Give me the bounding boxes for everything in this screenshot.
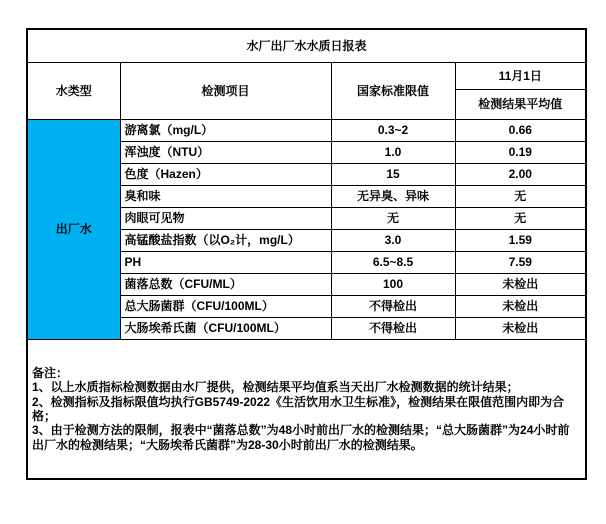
header-row-1 xyxy=(27,63,586,90)
standard-limit-cell: 100 xyxy=(331,274,455,296)
table-row xyxy=(27,120,586,142)
standard-limit-cell: 无异臭、异味 xyxy=(331,186,455,208)
result-cell: 未检出 xyxy=(455,296,586,318)
header-water-type: 水类型 xyxy=(27,63,120,120)
report-container xyxy=(26,28,585,480)
note-line: 2、检测指标及指标限值均执行GB5749-2022《生活饮用水卫生标准》，检测结果在限值范围内即为合格； xyxy=(32,394,565,423)
test-item-cell: 色度（Hazen） xyxy=(120,164,331,186)
notes-row xyxy=(27,340,586,480)
result-cell: 无 xyxy=(455,186,586,208)
header-national-standard-limit: 国家标准限值 xyxy=(331,63,455,120)
test-item-cell: PH xyxy=(120,252,331,274)
title-row xyxy=(27,29,586,63)
note-line: 3、由于检测方法的限制，报表中“菌落总数”为48小时前出厂水的检测结果；“总大肠菌群”为24小时前出厂水的检测结果；“大肠埃希氏菌群”为28-30小时前出厂水的检测结果。 xyxy=(32,423,570,452)
standard-limit-cell: 0.3~2 xyxy=(331,120,455,142)
report-title: 水厂出厂水水质日报表 xyxy=(27,29,586,63)
header-test-item: 检测项目 xyxy=(120,63,331,120)
standard-limit-cell: 3.0 xyxy=(331,230,455,252)
test-item-cell: 游离氯（mg/L） xyxy=(120,120,331,142)
result-cell: 0.19 xyxy=(455,142,586,164)
result-cell: 2.00 xyxy=(455,164,586,186)
test-item-cell: 肉眼可见物 xyxy=(120,208,331,230)
header-date: 11月1日 xyxy=(455,63,586,90)
standard-limit-cell: 不得检出 xyxy=(331,296,455,318)
test-item-cell: 大肠埃希氏菌（CFU/100ML） xyxy=(120,318,331,340)
header-result-average: 检测结果平均值 xyxy=(455,90,586,120)
test-item-cell: 总大肠菌群（CFU/100ML） xyxy=(120,296,331,318)
test-item-cell: 菌落总数（CFU/ML） xyxy=(120,274,331,296)
water-quality-report-table xyxy=(26,28,587,480)
test-item-cell: 臭和味 xyxy=(120,186,331,208)
standard-limit-cell: 6.5~8.5 xyxy=(331,252,455,274)
test-item-cell: 高锰酸盐指数（以O₂计，mg/L） xyxy=(120,230,331,252)
notes-label: 备注： xyxy=(32,365,69,380)
notes-section xyxy=(27,340,586,480)
test-item-cell: 浑浊度（NTU） xyxy=(120,142,331,164)
standard-limit-cell: 1.0 xyxy=(331,142,455,164)
result-cell: 无 xyxy=(455,208,586,230)
result-cell: 未检出 xyxy=(455,318,586,340)
result-cell: 1.59 xyxy=(455,230,586,252)
standard-limit-cell: 无 xyxy=(331,208,455,230)
standard-limit-cell: 15 xyxy=(331,164,455,186)
result-cell: 0.66 xyxy=(455,120,586,142)
result-cell: 7.59 xyxy=(455,252,586,274)
water-type-cell: 出厂水 xyxy=(27,120,120,340)
result-cell: 未检出 xyxy=(455,274,586,296)
standard-limit-cell: 不得检出 xyxy=(331,318,455,340)
note-line: 1、以上水质指标检测数据由水厂提供，检测结果平均值系当天出厂水检测数据的统计结果； xyxy=(32,380,519,395)
